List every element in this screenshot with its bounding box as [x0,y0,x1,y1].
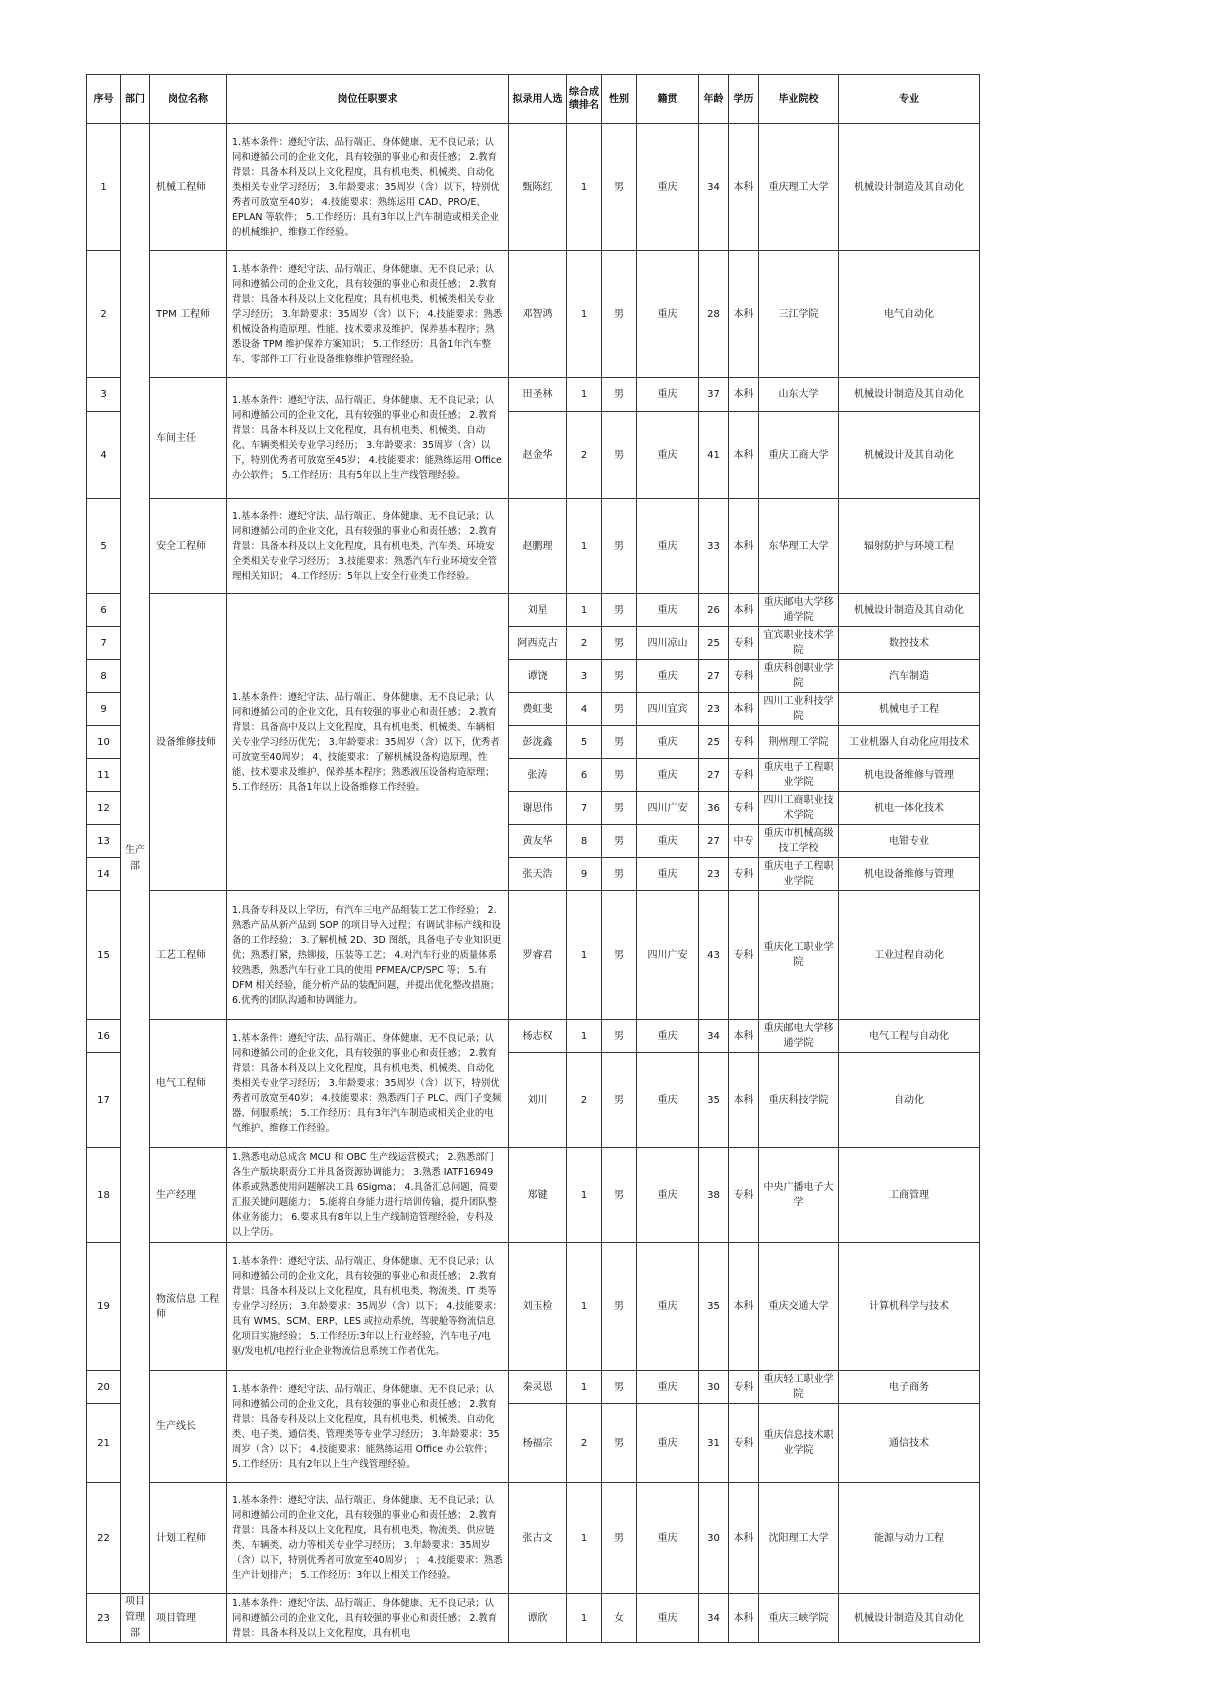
origin: 重庆 [637,1053,699,1148]
origin: 重庆 [637,858,699,891]
header-cell: 岗位任职要求 [227,75,509,124]
position-requirements: 1.具备专科及以上学历，有汽车三电产品组装工艺工作经验； 2.熟悉产品从新产品到 SOP 的项目导入过程；有调试非标产线和设备的工作经验； 3.了解机械 2D、3D 图纸，具备电子专业知识更优；熟悉打紧，热铆接，压装等工艺； 4.对汽车行业的质量体系较熟悉，熟悉汽车行业工具的使用 PFMEA/CP/SPC 等； 5.有 DFM 相关经验，能分析产品的装配问题，并提出优化整改措施； 6.优秀的团队沟通和协调能力。 [227,891,509,1020]
age: 33 [699,499,729,594]
candidate-name: 张古文 [509,1483,567,1594]
major: 数控技术 [839,627,980,660]
table-row [87,1020,980,1053]
header-cell: 拟录用人选 [509,75,567,124]
rank: 4 [567,693,602,726]
school: 重庆邮电大学移通学院 [759,1020,839,1053]
rank: 5 [567,726,602,759]
age: 28 [699,251,729,378]
origin: 重庆 [637,1148,699,1243]
row-number: 22 [87,1483,121,1594]
row-number: 9 [87,693,121,726]
candidate-name: 甄陈红 [509,124,567,251]
gender: 男 [602,726,637,759]
row-number: 13 [87,825,121,858]
position-requirements: 1.基本条件：遵纪守法、品行端正、身体健康、无不良记录；认同和遵循公司的企业文化，具有较强的事业心和责任感； 2.教育背景：具备本科及以上文化程度，具有机电类、物流类、IT 类等专业学习经历； 3.年龄要求：35周岁（含）以下； 4.技能要求：具有 WMS、SCM、ERP、LES 或拉动系统，驾驶舱等物流信息化项目实施经验； 5.工作经历:3年以上行业经验，汽车电子/电驱/发电机/电控行业企业物流信息系统工作者优先。 [227,1243,509,1371]
rank: 2 [567,1053,602,1148]
header-cell: 毕业院校 [759,75,839,124]
age: 25 [699,627,729,660]
table-row [87,1243,980,1371]
gender: 男 [602,693,637,726]
school: 重庆市机械高级技工学校 [759,825,839,858]
origin: 四川广安 [637,792,699,825]
row-number: 21 [87,1404,121,1483]
candidate-name: 杨福宗 [509,1404,567,1483]
rank: 1 [567,378,602,412]
major: 机械设计及其自动化 [839,412,980,499]
position-title: 电气工程师 [150,1020,227,1148]
age: 34 [699,124,729,251]
candidate-name: 秦灵恩 [509,1371,567,1404]
school: 重庆工商大学 [759,412,839,499]
origin: 重庆 [637,251,699,378]
position-title: TPM 工程师 [150,251,227,378]
education: 本科 [729,124,759,251]
candidate-name: 谭欣 [509,1594,567,1643]
row-number: 2 [87,251,121,378]
major: 电钳专业 [839,825,980,858]
rank: 1 [567,1371,602,1404]
age: 36 [699,792,729,825]
rank: 2 [567,1404,602,1483]
candidate-name: 杨志权 [509,1020,567,1053]
rank: 9 [567,858,602,891]
row-number: 5 [87,499,121,594]
position-requirements: 1.基本条件：遵纪守法、品行端正、身体健康、无不良记录；认同和遵循公司的企业文化，具有较强的事业心和责任感； 2.教育背景：具备本科及以上文化程度，具有机电类、汽车类、环境安全类相关专业学习经历； 3.技能要求：熟悉汽车行业环境安全管理相关知识； 4.工作经历：5年以上安全行业类工作经验。 [227,499,509,594]
origin: 重庆 [637,412,699,499]
gender: 男 [602,499,637,594]
education: 专科 [729,627,759,660]
age: 41 [699,412,729,499]
education: 本科 [729,1483,759,1594]
row-number: 7 [87,627,121,660]
gender: 男 [602,1053,637,1148]
candidate-name: 赵金华 [509,412,567,499]
row-number: 4 [87,412,121,499]
age: 26 [699,594,729,627]
row-number: 18 [87,1148,121,1243]
major: 通信技术 [839,1404,980,1483]
major: 机械电子工程 [839,693,980,726]
school: 重庆三峡学院 [759,1594,839,1643]
school: 沈阳理工大学 [759,1483,839,1594]
rank: 2 [567,412,602,499]
table-row [87,891,980,1020]
education: 专科 [729,1148,759,1243]
origin: 重庆 [637,1483,699,1594]
header-cell: 综合成绩排名 [567,75,602,124]
row-number: 10 [87,726,121,759]
row-number: 11 [87,759,121,792]
candidate-name: 谢思伟 [509,792,567,825]
position-requirements: 1.基本条件：遵纪守法、品行端正、身体健康、无不良记录；认同和遵循公司的企业文化，具有较强的事业心和责任感； 2.教育背景：具备本科及以上文化程度，具有机电类、机械类、自动化类相关专业学习经历； 3.年龄要求：35周岁（含）以下，特别优秀者可放宽至40岁； 4.技能要求：熟悉西门子 PLC、西门子变频器、伺服系统； 5.工作经历：具有3年汽车制造或相关企业的电气维护、维修工作经验。 [227,1020,509,1148]
row-number: 19 [87,1243,121,1371]
position-title: 生产线长 [150,1371,227,1483]
education: 专科 [729,726,759,759]
major: 能源与动力工程 [839,1483,980,1594]
gender: 男 [602,1371,637,1404]
gender: 男 [602,124,637,251]
education: 专科 [729,891,759,1020]
major: 工业过程自动化 [839,891,980,1020]
education: 本科 [729,693,759,726]
origin: 重庆 [637,378,699,412]
school: 重庆交通大学 [759,1243,839,1371]
table-row [87,1148,980,1243]
table-row [87,378,980,412]
table-row [87,1371,980,1404]
origin: 重庆 [637,1594,699,1643]
school: 中央广播电子大学 [759,1148,839,1243]
major: 工商管理 [839,1148,980,1243]
school: 重庆科创职业学院 [759,660,839,693]
gender: 男 [602,1020,637,1053]
candidate-name: 谭饶 [509,660,567,693]
header-cell: 部门 [121,75,150,124]
major: 计算机科学与技术 [839,1243,980,1371]
position-requirements: 1.基本条件：遵纪守法、品行端正、身体健康、无不良记录；认同和遵循公司的企业文化，具有较强的事业心和责任感； 2.教育背景：具备本科及以上文化程度，具有机电 [227,1594,509,1643]
school: 重庆轻工职业学院 [759,1371,839,1404]
candidate-name: 张涛 [509,759,567,792]
origin: 重庆 [637,594,699,627]
gender: 女 [602,1594,637,1643]
candidate-name: 刘星 [509,594,567,627]
origin: 重庆 [637,1243,699,1371]
rank: 7 [567,792,602,825]
gender: 男 [602,660,637,693]
position-requirements: 1.基本条件：遵纪守法、品行端正、身体健康、无不良记录；认同和遵循公司的企业文化，具有较强的事业心和责任感； 2.教育背景：具备专科及以上文化程度，具有机电类、机械类、自动化类、电子类、通信类、管理类等专业学习经历； 3.年龄要求：35周岁（含）以下； 4.技能要求：能熟练运用 Office 办公软件； 5.工作经历：具有2年以上生产线管理经验。 [227,1371,509,1483]
age: 27 [699,759,729,792]
row-number: 14 [87,858,121,891]
education: 本科 [729,1243,759,1371]
gender: 男 [602,1148,637,1243]
education: 本科 [729,378,759,412]
position-requirements: 1.基本条件：遵纪守法、品行端正、身体健康、无不良记录；认同和遵循公司的企业文化，具有较强的事业心和责任感； 2.教育背景：具备本科及以上文化程度，具有机电类、机械类、自动化、车辆类相关专业学习经历； 3.年龄要求：35周岁（含）以下，特别优秀者可放宽至45岁； 4.技能要求：能熟练运用 Office 办公软件； 5.工作经历：具有5年以上生产线管理经验。 [227,378,509,499]
row-number: 23 [87,1594,121,1643]
header-cell: 年龄 [699,75,729,124]
age: 31 [699,1404,729,1483]
position-title: 车间主任 [150,378,227,499]
rank: 3 [567,660,602,693]
candidate-name: 黄友华 [509,825,567,858]
gender: 男 [602,1483,637,1594]
school: 四川工业科技学院 [759,693,839,726]
major: 机械设计制造及其自动化 [839,594,980,627]
age: 34 [699,1594,729,1643]
position-requirements: 1.熟悉电动总成含 MCU 和 OBC 生产线运营模式； 2.熟悉部门各生产版块职责分工并具备资源协调能力； 3.熟悉 IATF16949 体系或熟悉使用问题解决工具 6Sigma； 4.具备汇总问题，简要汇报关键问题能力； 5.能将自身能力进行培训传输，提升团队整体业务能力； 6.要求具有8年以上生产线制造管理经验，专科及以上学历。 [227,1148,509,1243]
gender: 男 [602,594,637,627]
position-requirements: 1.基本条件：遵纪守法、品行端正、身体健康、无不良记录；认同和遵循公司的企业文化，具有较强的事业心和责任感； 2.教育背景：具备高中及以上文化程度，具有机电类、机械类、车辆相关专业学习经历优先； 3.年龄要求：35周岁（含）以下，优秀者可放宽至40周岁； 4、技能要求：了解机械设备构造原理、性能、技术要求及维护、保养基本程序；熟悉液压设备构造原理； 5.工作经历：具备1年以上设备维修工作经验。 [227,594,509,891]
rank: 1 [567,251,602,378]
candidate-name: 郑键 [509,1148,567,1243]
rank: 1 [567,594,602,627]
age: 30 [699,1483,729,1594]
education: 本科 [729,594,759,627]
age: 35 [699,1243,729,1371]
school: 重庆邮电大学移通学院 [759,594,839,627]
major: 机电一体化技术 [839,792,980,825]
education: 专科 [729,759,759,792]
header-cell: 性别 [602,75,637,124]
origin: 四川广安 [637,891,699,1020]
candidate-name: 费虹斐 [509,693,567,726]
row-number: 3 [87,378,121,412]
position-title: 安全工程师 [150,499,227,594]
candidate-name: 阿西克古 [509,627,567,660]
major: 自动化 [839,1053,980,1148]
school: 荆州理工学院 [759,726,839,759]
major: 机电设备维修与管理 [839,759,980,792]
rank: 1 [567,124,602,251]
rank: 1 [567,499,602,594]
candidate-name: 邓智鸿 [509,251,567,378]
origin: 重庆 [637,1371,699,1404]
education: 专科 [729,660,759,693]
origin: 重庆 [637,499,699,594]
position-title: 项目管理 [150,1594,227,1643]
age: 23 [699,693,729,726]
candidate-name: 赵鹏理 [509,499,567,594]
school: 宜宾职业技术学院 [759,627,839,660]
gender: 男 [602,251,637,378]
gender: 男 [602,759,637,792]
origin: 四川凉山 [637,627,699,660]
major: 机械设计制造及其自动化 [839,378,980,412]
table-row [87,124,980,251]
header-cell: 岗位名称 [150,75,227,124]
gender: 男 [602,378,637,412]
school: 重庆理工大学 [759,124,839,251]
origin: 重庆 [637,1404,699,1483]
row-number: 6 [87,594,121,627]
major: 电子商务 [839,1371,980,1404]
position-title: 机械工程师 [150,124,227,251]
row-number: 12 [87,792,121,825]
school: 重庆信息技术职业学院 [759,1404,839,1483]
table-row [87,1483,980,1594]
gender: 男 [602,792,637,825]
education: 专科 [729,1404,759,1483]
education: 本科 [729,1020,759,1053]
recruitment-table [86,74,980,1643]
major: 机械设计制造及其自动化 [839,1594,980,1643]
age: 34 [699,1020,729,1053]
department-cell: 项目管理部 [121,1594,150,1643]
department-cell: 生产部 [121,124,150,1594]
major: 机械设计制造及其自动化 [839,124,980,251]
position-title: 计划工程师 [150,1483,227,1594]
header-cell: 序号 [87,75,121,124]
position-title: 生产经理 [150,1148,227,1243]
position-title: 工艺工程师 [150,891,227,1020]
rank: 1 [567,1594,602,1643]
position-requirements: 1.基本条件：遵纪守法、品行端正、身体健康、无不良记录；认同和遵循公司的企业文化，具有较强的事业心和责任感； 2.教育背景：具备本科及以上文化程度；具有机电类、机械类相关专业学习经历； 3.年龄要求：35周岁（含）以下； 4.技能要求：熟悉机械设备构造原理、性能、技术要求及维护、保养基本程序；熟悉设备 TPM 维护保养方案知识； 5.工作经历：具备1年汽车整车、零部件工厂行业设备维修维护管理经验。 [227,251,509,378]
school: 重庆化工职业学院 [759,891,839,1020]
origin: 四川宜宾 [637,693,699,726]
age: 25 [699,726,729,759]
education: 专科 [729,1371,759,1404]
origin: 重庆 [637,1020,699,1053]
major: 工业机器人自动化应用技术 [839,726,980,759]
education: 本科 [729,251,759,378]
education: 本科 [729,1594,759,1643]
candidate-name: 刘川 [509,1053,567,1148]
school: 四川工商职业技术学院 [759,792,839,825]
school: 山东大学 [759,378,839,412]
origin: 重庆 [637,759,699,792]
row-number: 1 [87,124,121,251]
row-number: 20 [87,1371,121,1404]
rank: 1 [567,1148,602,1243]
gender: 男 [602,1404,637,1483]
major: 汽车制造 [839,660,980,693]
table-row [87,251,980,378]
header-cell: 学历 [729,75,759,124]
row-number: 17 [87,1053,121,1148]
position-title: 物流信息 工程师 [150,1243,227,1371]
candidate-name: 罗睿君 [509,891,567,1020]
education: 专科 [729,858,759,891]
origin: 重庆 [637,660,699,693]
header-row [87,75,980,124]
row-number: 8 [87,660,121,693]
origin: 重庆 [637,124,699,251]
school: 重庆科技学院 [759,1053,839,1148]
school: 东华理工大学 [759,499,839,594]
rank: 8 [567,825,602,858]
education: 中专 [729,825,759,858]
candidate-name: 彭泷鑫 [509,726,567,759]
school: 重庆电子工程职业学院 [759,858,839,891]
gender: 男 [602,825,637,858]
education: 本科 [729,412,759,499]
major: 机电设备维修与管理 [839,858,980,891]
age: 38 [699,1148,729,1243]
origin: 重庆 [637,726,699,759]
age: 23 [699,858,729,891]
school: 重庆电子工程职业学院 [759,759,839,792]
rank: 1 [567,1243,602,1371]
education: 本科 [729,1053,759,1148]
table-row [87,594,980,627]
rank: 1 [567,1483,602,1594]
row-number: 16 [87,1020,121,1053]
candidate-name: 田圣林 [509,378,567,412]
gender: 男 [602,891,637,1020]
position-requirements: 1.基本条件：遵纪守法、品行端正、身体健康、无不良记录；认同和遵循公司的企业文化，具有较强的事业心和责任感； 2.教育背景：具备本科及以上文化程度，具有机电类、物流类、供应链类、车辆类、动力等相关专业学习经历； 3.年龄要求：35周岁（含）以下，特别优秀者可放宽至40周岁； ； 4.技能要求：熟悉生产计划排产； 5.工作经历：3年以上相关工作经验。 [227,1483,509,1594]
candidate-name: 刘玉检 [509,1243,567,1371]
age: 43 [699,891,729,1020]
major: 电气自动化 [839,251,980,378]
header-cell: 专业 [839,75,980,124]
rank: 1 [567,891,602,1020]
education: 专科 [729,792,759,825]
age: 35 [699,1053,729,1148]
rank: 2 [567,627,602,660]
table-row [87,499,980,594]
gender: 男 [602,627,637,660]
age: 27 [699,825,729,858]
origin: 重庆 [637,825,699,858]
rank: 1 [567,1020,602,1053]
major: 电气工程与自动化 [839,1020,980,1053]
gender: 男 [602,858,637,891]
table-row [87,1594,980,1643]
candidate-name: 张天浩 [509,858,567,891]
school: 三江学院 [759,251,839,378]
header-cell: 籍贯 [637,75,699,124]
gender: 男 [602,1243,637,1371]
gender: 男 [602,412,637,499]
position-title: 设备维修技师 [150,594,227,891]
rank: 6 [567,759,602,792]
age: 27 [699,660,729,693]
age: 30 [699,1371,729,1404]
position-requirements: 1.基本条件：遵纪守法、品行端正、身体健康、无不良记录；认同和遵循公司的企业文化，具有较强的事业心和责任感； 2.教育背景：具备本科及以上文化程度，具有机电类、机械类、自动化类相关专业学习经历； 3.年龄要求：35周岁（含）以下，特别优秀者可放宽至40岁； 4.技能要求：熟练运用 CAD、PRO/E、EPLAN 等软件； 5.工作经历：具有3年以上汽车制造或相关企业的机械维护、维修工作经验。 [227,124,509,251]
education: 本科 [729,499,759,594]
age: 37 [699,378,729,412]
major: 辐射防护与环境工程 [839,499,980,594]
row-number: 15 [87,891,121,1020]
